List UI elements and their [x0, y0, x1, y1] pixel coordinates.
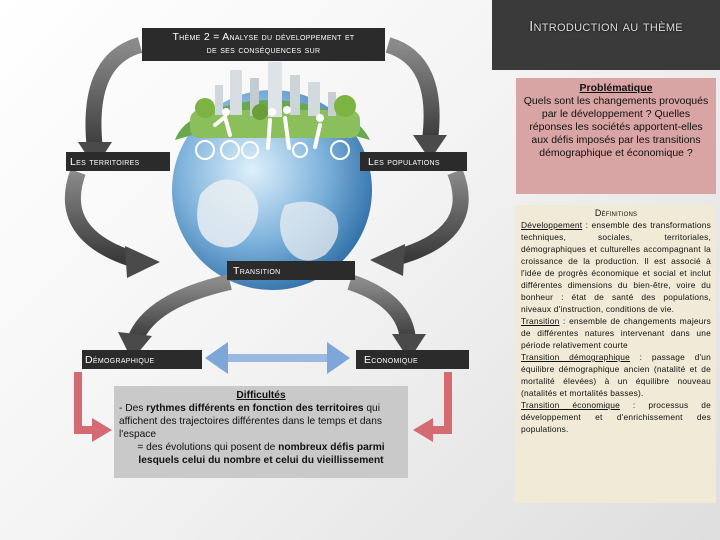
difficultes-l1-post: qui affichent des trajectoires différentes dans le temps et dans l'espace: [119, 403, 382, 440]
theme-title-line1: Thème 2 = Analyse du développement et: [172, 31, 355, 43]
definitions-heading: Définitions: [594, 208, 638, 218]
difficultes-l2-bold: nombreux défis parmi lesquels celui du nombre et celui du vieillissement: [138, 442, 385, 466]
definition-text: : passage d'un équilibre démographique ancien (natalité et de mortalité élevées) à un équilibre nouveau (natalités et mortalités basses).: [521, 352, 712, 398]
difficultes-l1-bold: rythmes différents en fonction des territoires: [146, 403, 364, 414]
definitions-box: [515, 205, 716, 503]
blue-double-arrow: [205, 342, 350, 374]
definition-item: [521, 399, 711, 435]
label-populations: Les populations: [360, 152, 467, 171]
difficultes-l2-pre: = des évolutions qui posent de: [137, 442, 279, 453]
difficultes-line2: [119, 441, 403, 467]
difficultes-line1: [119, 402, 403, 441]
globe-illustration: [172, 62, 372, 290]
difficultes-l1-pre: - Des: [119, 403, 147, 414]
definition-term: Transition économique: [521, 400, 621, 410]
problematique-text: Quels sont les changements provoqués par le développement ? Quelles réponses les sociétés apportent-elles aux défis imposés par les transitions démographique et économique ?: [523, 95, 709, 159]
problematique-heading: Problématique: [579, 82, 653, 94]
label-demographique: Démographique: [82, 350, 202, 369]
label-transition: Transition: [227, 261, 355, 280]
definition-text: : ensemble des transformations techniques, sociales, territoriales, démographiques et culturelles accompagnant la croissance de la production. Il est associé à l'idée de progrès économique et social et inclut différentes dimensions du bien-être, voire du bonheur : état de santé des populations, niveaux d'instruction, conditions de vie.: [521, 220, 711, 314]
problematique-box: [516, 78, 716, 194]
intro-title: Introduction au thème: [492, 0, 720, 70]
label-territoires: Les territoires: [66, 152, 170, 171]
definition-item: [521, 315, 711, 351]
definition-item: [521, 351, 711, 399]
label-economique: Economique: [356, 350, 469, 369]
definition-term: Développement: [521, 220, 583, 230]
definition-text: : ensemble de changements majeurs de différentes natures intervenant dans une période relativement courte: [521, 316, 711, 350]
difficultes-heading: Difficultés: [236, 390, 286, 401]
definition-term: Transition: [521, 316, 560, 326]
definition-item: [521, 219, 711, 315]
theme-title-box: [142, 28, 385, 61]
definition-text: : processus de développement et d'enrichissement des populations.: [521, 400, 711, 434]
definition-term: Transition démographique: [521, 352, 630, 362]
difficultes-box: [114, 386, 408, 478]
theme-title-line2: de ses conséquences sur: [206, 44, 321, 56]
